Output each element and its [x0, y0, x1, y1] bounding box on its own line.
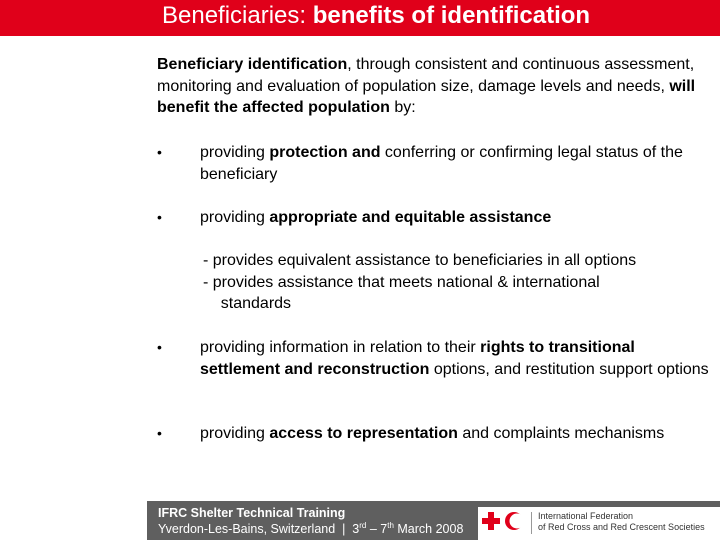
intro-bold-3: will benefit the affected population	[157, 77, 696, 116]
footer-date-mid: – 7	[366, 522, 388, 536]
footer-location: Yverdon-Les-Bains, Switzerland | 3	[158, 522, 360, 536]
sub-point: - provides equivalent assistance to beneficiaries in all options	[203, 252, 637, 269]
footer-date-end: March 2008	[393, 522, 464, 536]
bullet-post: options, and restitution support options	[429, 360, 709, 378]
bullet-marker: •	[157, 144, 162, 160]
bullet-text	[200, 423, 715, 445]
bullet-pre: providing	[200, 209, 270, 226]
footer-location-date	[158, 521, 463, 537]
red-cross-crescent-icon	[478, 507, 530, 540]
intro-text-4: by:	[389, 99, 416, 116]
intro-text-2: , through consistent and continuous assessment, monitoring and evaluation of population size, damage levels and needs,	[157, 56, 695, 95]
logo-line-2: of Red Cross and Red Crescent Societies	[538, 522, 705, 532]
logo-text	[538, 511, 705, 533]
bullet-bold: access to representation	[269, 425, 458, 442]
logo-line-1: International Federation	[538, 511, 634, 521]
footer-sup-rd: rd	[359, 520, 367, 530]
footer-sup-th: th	[387, 520, 394, 530]
footer-info	[158, 505, 463, 537]
sub-points	[203, 250, 713, 315]
bullet-text	[200, 207, 715, 229]
sub-point: standards	[203, 295, 292, 312]
bullet-text	[200, 142, 715, 185]
bullet-pre: providing	[200, 144, 270, 161]
sub-point: - provides assistance that meets national & international	[203, 273, 600, 291]
bullet-bold: protection and	[269, 144, 381, 161]
intro-paragraph	[157, 54, 697, 119]
logo-divider	[531, 512, 532, 534]
title-plain: Beneficiaries:	[162, 2, 313, 29]
bullet-marker: •	[157, 339, 162, 355]
page-title	[162, 0, 590, 36]
bullet-bold: rights to transitional settlement and reconstruction	[200, 339, 635, 378]
bullet-bold: appropriate and equitable assistance	[269, 209, 552, 226]
bullet-marker: •	[157, 425, 162, 441]
bullet-post: conferring or confirming legal status of the beneficiary	[200, 144, 683, 183]
bullet-pre: providing information in relation to their	[200, 339, 481, 356]
intro-bold-1: Beneficiary identification	[157, 56, 348, 73]
ifrc-logo	[478, 507, 720, 540]
bullet-text	[200, 337, 715, 380]
bullet-pre: providing	[200, 425, 270, 442]
bullet-marker: •	[157, 209, 162, 225]
title-bold: benefits of identification	[312, 2, 591, 29]
bullet-post: and complaints mechanisms	[457, 425, 665, 442]
footer-bar	[147, 501, 720, 540]
footer-training-name: IFRC Shelter Technical Training	[158, 506, 346, 520]
